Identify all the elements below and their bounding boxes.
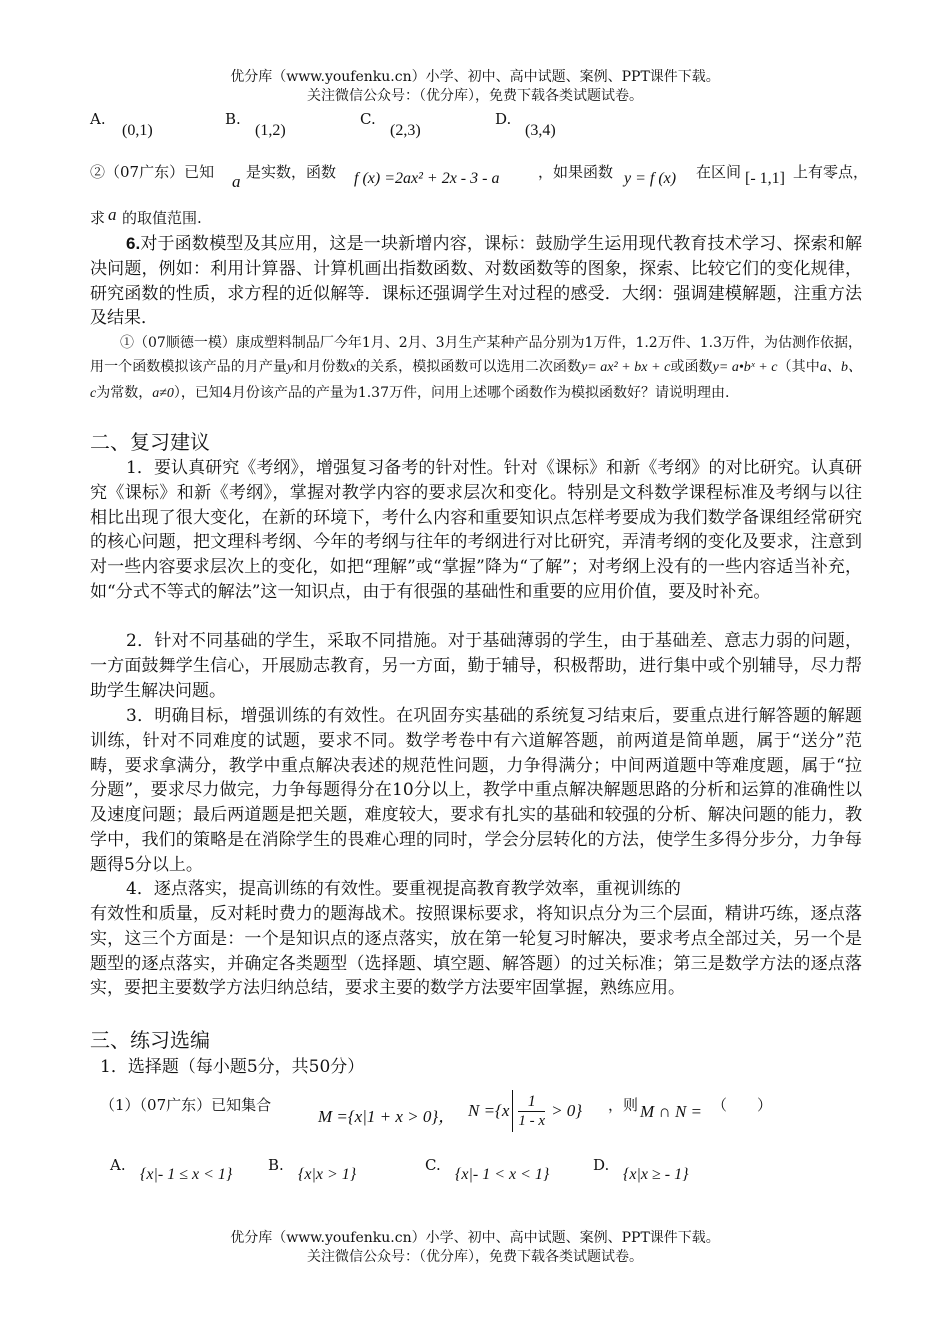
section-6-number: 6. xyxy=(126,234,141,253)
pq1-option-c-value: {x|- 1 < x < 1} xyxy=(455,1166,550,1183)
pq1-option-c-letter: C. xyxy=(425,1156,441,1174)
q2-y-func: y = f (x) xyxy=(624,170,677,187)
pq1-frac-den: 1 - x xyxy=(518,1112,546,1129)
pq1-set-n xyxy=(468,1088,582,1134)
pq1-then: ，则 xyxy=(608,1096,639,1114)
pq1-option-d-value: {x|x ≥ - 1} xyxy=(623,1166,689,1183)
q2-line2-b: 的取值范围. xyxy=(122,209,202,227)
pq1-set-m: M ={x|1 + x > 0}， xyxy=(318,1107,456,1126)
q2-text-5: 上有零点， xyxy=(793,163,869,181)
section-6-paragraph xyxy=(90,232,862,331)
option-a-letter: A. xyxy=(90,110,106,128)
example-1-text-4: 或函数 xyxy=(670,359,713,376)
example-1-text-5: （其中 xyxy=(777,359,820,376)
q2-text-1: ②（07广东）已知 xyxy=(90,163,215,181)
practice-heading: 三、练习选编 xyxy=(90,1028,210,1052)
pq1-option-d-letter: D. xyxy=(593,1156,610,1174)
pq1-option-b-letter: B. xyxy=(268,1156,284,1174)
review-paragraph-4b: 有效性和质量，反对耗时费力的题海战术。按照课标要求，将知识点分为三个层面，精讲巧练，逐点落实，这三个方面是：一个是知识点的逐点落实，放在第一轮复习时解决，要求考点全部过关，另一个是题型的逐点落实，并确定各类题型（选择题、填空题、解答题）的过关标准；第三是数学方法的逐点落实，要把主要数学方法归纳总结，要求主要的数学方法要牢固掌握，熟练应用。 xyxy=(90,904,862,999)
example-1-var-y: y xyxy=(287,360,294,376)
option-d-letter: D. xyxy=(495,110,512,128)
example-1-var-x: x xyxy=(349,360,356,376)
example-1-quadratic: y= ax² + bx + c xyxy=(581,360,671,376)
page-footer-line1: 优分库（www.youfenku.cn）小学、初中、高中试题、案例、PPT课件下载。 xyxy=(230,1230,720,1246)
q2-interval: [- 1,1] xyxy=(745,170,785,187)
pq1-option-a-letter: A. xyxy=(110,1156,126,1174)
pq1-set-n-bar xyxy=(512,1090,513,1132)
section-6-text: 对于函数模型及其应用，这是一块新增内容，课标：鼓励学生运用现代教育技术学习、探索和解决问题，例如：利用计算器、计算机画出指数函数、对数函数等的图象，探索、比较它们的变化规律，研究函数的性质，求方程的近似解等．课标还强调学生对过程的感受．大纲：强调建模解题，注重方法及结果． xyxy=(90,234,862,329)
pq1-option-b-value: {x|x > 1} xyxy=(298,1166,357,1183)
option-d-value: (3,4) xyxy=(525,122,556,139)
pq1-option-a-value: {x|- 1 ≤ x < 1} xyxy=(140,1166,233,1183)
review-paragraph-1: 1．要认真研究《考纲》，增强复习备考的针对性。针对《课标》和新《考纲》的对比研究。认真研究《课标》和新《考纲》，掌握对教学内容的要求层次和变化。特别是文科数学课程标准及考纲与以往相比出现了很大变化，在新的环境下，考什么内容和重要知识点怎样考要成为我们数学备课组经常研究的核心问题，把文理科考纲、今年的考纲与往年的考纲进行对比研究，弄清考纲的变化及要求，注意到对一些内容要求层次上的变化，如把“理解”或“掌握”降为“了解”；对考纲上没有的一些内容适当补充，如“分式不等式的解法”这一知识点，由于有很强的基础性和重要的应用价值，要及时补充。 xyxy=(90,458,862,602)
q2-line2-a: 求 xyxy=(90,209,106,227)
pq1-answer-paren: （ ） xyxy=(712,1096,773,1114)
example-1-text-3: 的关系，模拟函数可以选用二次函数 xyxy=(355,359,582,376)
pq1-frac-num: 1 xyxy=(518,1093,545,1112)
review-heading: 二、复习建议 xyxy=(90,430,210,454)
page-footer-line2: 关注微信公众号：（优分库），免费下载各类试题试卷。 xyxy=(307,1249,643,1265)
example-1-vars: a、b、c xyxy=(90,360,863,401)
review-paragraph-2: 2．针对不同基础的学生，采取不同措施。对于基础薄弱的学生，由于基础差、意志力弱的问题，一方面鼓舞学生信心，开展励志教育，另一方面，勤于辅导，积极帮助，进行集中或个别辅导，尽力帮助学生解决问题。 xyxy=(90,631,862,701)
pq1-set-n-post: > 0} xyxy=(551,1101,583,1120)
q2-var-a: a xyxy=(232,172,241,191)
review-paragraph-3: 3．明确目标，增强训练的有效性。在巩固夯实基础的系统复习结束后，要重点进行解答题的解题训练，针对不同难度的试题，要求不同。数学考卷中有六道解答题，前两道是简单题，属于“送分”范畴，要求拿满分，教学中重点解决表述的规范性问题，力争得满分；中间两道题中等难度题，属于“拉分题”，要求尽力做完，力争每题得分在10分以上，教学中重点解决解题思路的分析和运算的准确性以及速度问题；最后两道题是把关题，难度较大，要求有扎实的基础和较强的分析、解决问题的能力，教学中，我们的策略是在消除学生的畏难心理的同时，学会分层转化的方法，使学生多得分步分，力争每题得5分以上。 xyxy=(90,706,862,875)
option-c-letter: C. xyxy=(360,110,376,128)
example-1-text-6: 为常数， xyxy=(96,384,153,401)
example-1-condition: a≠0 xyxy=(152,385,174,401)
review-paragraph-4a: 4．逐点落实，提高训练的有效性。要重视提高教育教学效率，重视训练的 xyxy=(126,879,681,899)
q2-text-4: 在区间 xyxy=(696,163,742,181)
q2-text-2: 是实数，函数 xyxy=(246,163,337,181)
pq1-intersection: M ∩ N = xyxy=(640,1102,702,1121)
example-1-exponential: y= a•bˣ + c xyxy=(712,360,778,376)
example-1-text-1: ①（07顺德一模）康成塑料制品厂今年1月、2月、3月生产某种产品分别为1万件，1.2万件、1.3万件，为估测作依据，用一个函数模拟该产品的月产量 xyxy=(90,335,862,376)
practice-subheading: 1．选择题（每小题5分，共50分） xyxy=(100,1057,365,1077)
pq1-fraction xyxy=(518,1093,545,1130)
option-b-value: (1,2) xyxy=(255,122,286,139)
pq1-lead: （1）（07广东）已知集合 xyxy=(100,1096,272,1114)
q2-function: f (x) =2ax² + 2x - 3 - a xyxy=(354,170,500,187)
pq1-set-n-pre: N ={x xyxy=(468,1101,510,1120)
example-1-text-7: ），已知4月份该产品的产量为1.37万件，问用上述哪个函数作为模拟函数好？请说明理由. xyxy=(173,384,730,401)
example-1-paragraph xyxy=(90,331,862,406)
q2-text-3: ，如果函数 xyxy=(538,163,614,181)
page-header-line2: 关注微信公众号：（优分库），免费下载各类试题试卷。 xyxy=(307,88,643,104)
q2-line2-var: a xyxy=(108,205,117,224)
option-a-value: (0,1) xyxy=(122,122,153,139)
example-1-text-2: 和月份数 xyxy=(293,359,350,376)
page-header-line1: 优分库（www.youfenku.cn）小学、初中、高中试题、案例、PPT课件下载。 xyxy=(230,69,720,85)
option-c-value: (2,3) xyxy=(390,122,421,139)
option-b-letter: B. xyxy=(225,110,241,128)
